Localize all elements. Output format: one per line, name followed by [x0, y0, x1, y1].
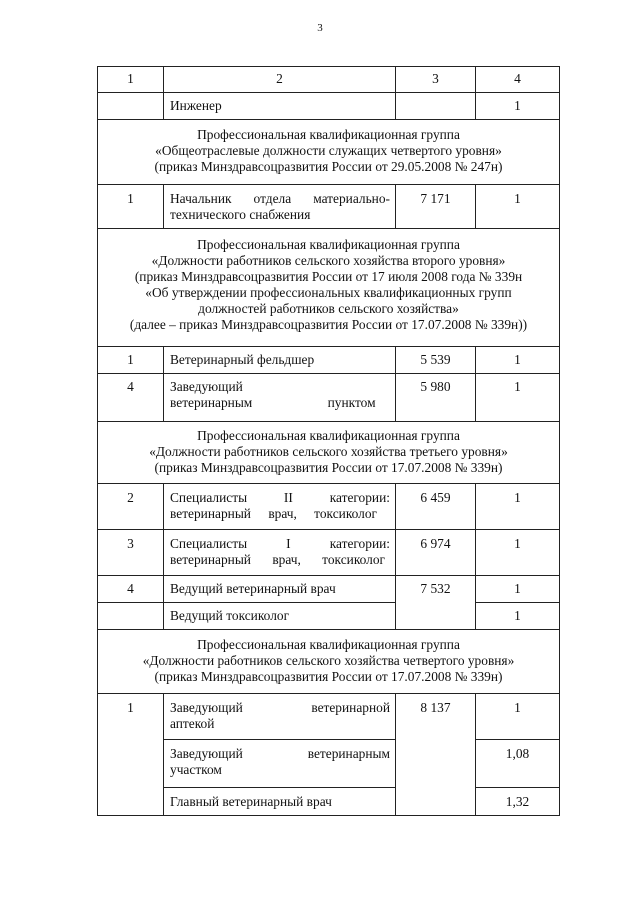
- position-name-text: Специалисты I категории: ветеринарный врач, токсиколог: [170, 536, 390, 567]
- coefficient-value: 1: [476, 185, 560, 229]
- qualification-table: [97, 66, 560, 816]
- coefficient-value: 1: [476, 603, 560, 630]
- group-order-short: (далее – приказ Минздравсоцразвития России от 17.07.2008 № 339н)): [129, 317, 528, 332]
- group-order: (приказ Минздравсоцразвития России от 29.05.2008 № 247н): [154, 159, 503, 174]
- table-row: [98, 347, 560, 374]
- group-header-row: [98, 630, 560, 694]
- table-row: [98, 603, 560, 630]
- position-name-text: Заведующий ветеринарным участком: [170, 746, 390, 777]
- position-name: Ведущий ветеринарный врач: [164, 576, 396, 603]
- group-order-title: «Об утверждении профессиональных квалификационных групп: [145, 285, 512, 300]
- group-order: (приказ Минздравсоцразвития России от 17.07.2008 № 339н): [154, 460, 503, 475]
- salary-value: 6 974: [396, 530, 476, 576]
- coefficient-value: 1: [476, 576, 560, 603]
- coefficient-value: 1: [476, 93, 560, 120]
- coefficient-value: 1: [476, 374, 560, 422]
- row-number: [98, 93, 164, 120]
- group-order: (приказ Минздравсоцразвития России от 17 июля 2008 года № 339н: [134, 269, 523, 284]
- position-name: Ведущий токсиколог: [164, 603, 396, 630]
- table-row: [98, 694, 560, 740]
- position-name-text: Заведующий ветеринарной аптекой: [170, 700, 390, 731]
- group-name: «Общеотраслевые должности служащих четвертого уровня»: [155, 143, 502, 158]
- position-name: [164, 530, 396, 576]
- position-name: Ветеринарный фельдшер: [164, 347, 396, 374]
- position-name-text: Заведующий ветеринарным пунктом: [170, 379, 376, 410]
- group-header-row: [98, 120, 560, 185]
- group-order: (приказ Минздравсоцразвития России от 17.07.2008 № 339н): [154, 669, 503, 684]
- group-title: Профессиональная квалификационная группа: [197, 127, 460, 142]
- row-number: 2: [98, 484, 164, 530]
- group-title: Профессиональная квалификационная группа: [197, 428, 460, 443]
- header-col-1: 1: [98, 67, 164, 93]
- salary-value: 8 137: [396, 694, 476, 816]
- row-number: 1: [98, 347, 164, 374]
- position-name: [164, 185, 396, 229]
- row-number: 4: [98, 374, 164, 422]
- group-name: «Должности работников сельского хозяйства четвертого уровня»: [142, 653, 515, 668]
- position-name: [164, 484, 396, 530]
- position-name: Главный ветеринарный врач: [164, 788, 396, 816]
- table-row: [98, 93, 560, 120]
- table-header-row: [98, 67, 560, 93]
- position-name: Инженер: [164, 93, 396, 120]
- row-number: 4: [98, 576, 164, 603]
- position-name: [164, 374, 396, 422]
- page-number: 3: [317, 22, 323, 34]
- group-title: Профессиональная квалификационная группа: [197, 637, 460, 652]
- table-row: [98, 374, 560, 422]
- group-order-title-cont: должностей работников сельского хозяйства»: [198, 301, 459, 316]
- group-header-cell: [98, 422, 560, 484]
- row-number: [98, 603, 164, 630]
- salary-value: 7 532: [396, 576, 476, 630]
- salary-value: 5 980: [396, 374, 476, 422]
- table-row: [98, 185, 560, 229]
- group-title: Профессиональная квалификационная группа: [197, 237, 460, 252]
- position-name-text: Начальник отдела материально-технического снабжения: [170, 191, 390, 222]
- row-number: 1: [98, 694, 164, 816]
- group-name: «Должности работников сельского хозяйства третьего уровня»: [149, 444, 508, 459]
- coefficient-value: 1: [476, 484, 560, 530]
- table-row: [98, 530, 560, 576]
- group-header-row: [98, 229, 560, 347]
- table-row: [98, 484, 560, 530]
- position-name: [164, 740, 396, 788]
- coefficient-value: 1,08: [476, 740, 560, 788]
- coefficient-value: 1: [476, 530, 560, 576]
- salary-value: 7 171: [396, 185, 476, 229]
- group-name: «Должности работников сельского хозяйства второго уровня»: [151, 253, 506, 268]
- group-header-cell: [98, 120, 560, 185]
- header-col-2: 2: [164, 67, 396, 93]
- position-name: [164, 694, 396, 740]
- salary-value: 5 539: [396, 347, 476, 374]
- header-col-4: 4: [476, 67, 560, 93]
- row-number: 3: [98, 530, 164, 576]
- salary-value: [396, 93, 476, 120]
- table-row: [98, 576, 560, 603]
- header-col-3: 3: [396, 67, 476, 93]
- row-number: 1: [98, 185, 164, 229]
- coefficient-value: 1: [476, 347, 560, 374]
- table-row: [98, 788, 560, 816]
- group-header-cell: [98, 630, 560, 694]
- coefficient-value: 1: [476, 694, 560, 740]
- table-row: [98, 740, 560, 788]
- coefficient-value: 1,32: [476, 788, 560, 816]
- salary-value: 6 459: [396, 484, 476, 530]
- group-header-cell: [98, 229, 560, 347]
- group-header-row: [98, 422, 560, 484]
- position-name-text: Специалисты II категории: ветеринарный врач, токсиколог: [170, 490, 390, 521]
